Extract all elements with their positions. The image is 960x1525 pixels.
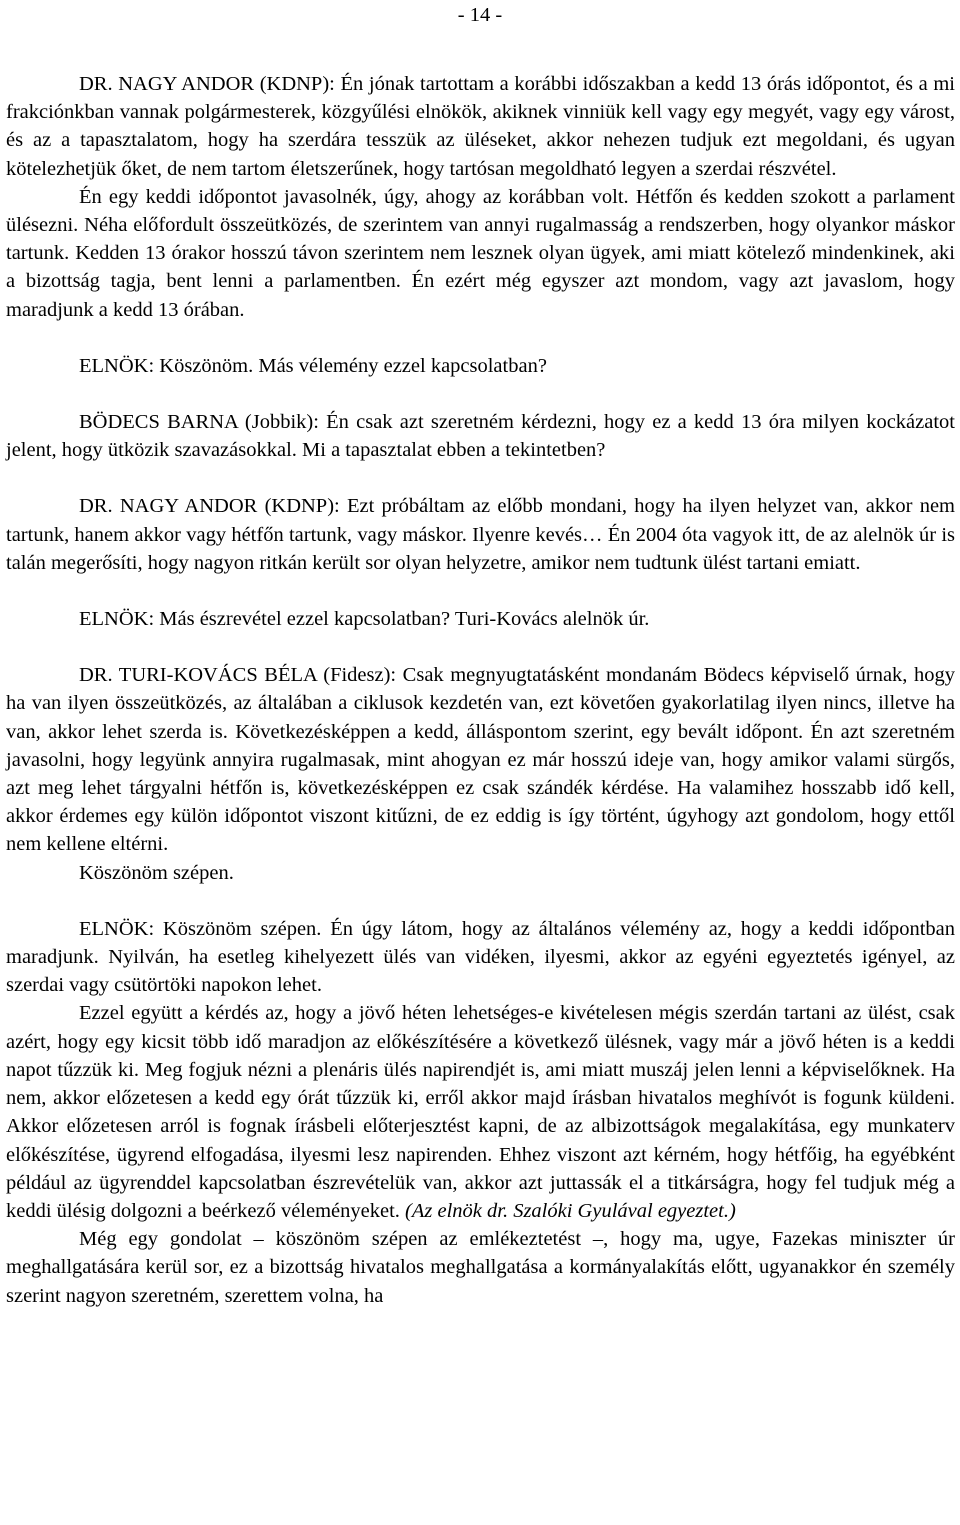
stage-note: (Az elnök dr. Szalóki Gyulával egyeztet.) <box>405 1199 736 1222</box>
paragraph-nagy-andor-3: DR. NAGY ANDOR (KDNP): Ezt próbáltam az előbb mondani, hogy ha ilyen helyzet van, akkor nem tartunk, hanem akkor vagy hétfőn tartunk, vagy máskor. Ilyenre kevés… Én 2004 óta vagyok itt, de az alelnök úr is talán megerősíti, hogy nagyon ritkán került sor olyan helyzetre, amikor nem tudtunk ülést tartani emiatt. <box>6 495 955 574</box>
paragraph-nagy-andor-1: DR. NAGY ANDOR (KDNP): Én jónak tartottam a korábbi időszakban a kedd 13 órás időpontot, és a mi frakciónkban vannak polgármesterek, közgyűlési elnökök, akiknek vinniük kell vagy egy megyét, vagy egy várost, és az a tapasztalatom, hogy ha szerdára tesszük az üléseket, akkor nehezen tudjuk ezt megoldani, és ugyan kötelezhetjük őket, de nem tartom életszerűnek, hogy tartósan megoldható legyen a szerdai részvétel. <box>6 73 955 180</box>
paragraph-elnok-3: ELNÖK: Köszönöm szépen. Én úgy látom, hogy az általános vélemény az, hogy a keddi időpontban maradjunk. Nyilván, ha esetleg kihelyezett ülés van vidéken, ilyesmi, akkor az egyéni egyeztetés igényel, az szerdai vagy csütörtöki napokon lehet. <box>6 917 955 997</box>
paragraph-elnok-4-text: Ezzel együtt a kérdés az, hogy a jövő héten lehetséges-e kivételesen mégis szerdán tartani az ülést, csak azért, hogy egy kicsit több idő maradjon az előkészítésére a következő ülésnek, vagy már a jövő héten is a keddi napot tűzzük ki. Meg fogjuk nézni a plenáris ülés napirendjét is, ami miatt muszáj jelen lenni a képviselőknek. Ha nem, akkor előzetesen a kedd egy órát tűzzük ki, erről akkor majd írásban hivatalos meghívót is fogunk küldeni. Akkor előzetesen arról is fognak írásbeli előterjesztést kapni, de az albizottságok megalakítása, egy munkaterv előkészítése, ügyrend elfogadása, ilyesmi lesz napirenden. Ehhez viszont azt kérném, hogy hétfőig, ha egyébként például az ügyrenddel kapcsolatban észrevételük van, akkor azt juttassák el a titkárságra, hogy fel tudjuk még a keddi ülésig dolgozni a beérkező véleményeket. <box>6 1002 955 1222</box>
paragraph-bodecs-barna: BÖDECS BARNA (Jobbik): Én csak azt szeretném kérdezni, hogy ez a kedd 13 óra milyen kockázatot jelent, hogy ütközik szavazásokkal. Mi a tapasztalat ebben a tekintetben? <box>6 411 955 462</box>
page-number: - 14 - <box>457 4 503 26</box>
paragraph-elnok-5: Még egy gondolat – köszönöm szépen az emlékeztetést –, hogy ma, ugye, Fazekas miniszter úr meghallgatására kerül sor, ez a bizottság hivatalos meghallgatása a kormányalakítás előtt, ugyanakkor én személy szerint nagyon szeretném, szerettem volna, ha <box>6 1228 955 1307</box>
paragraph-elnok-4 <box>6 999 955 1225</box>
paragraph-nagy-andor-2: Én egy keddi időpontot javasolnék, úgy, ahogy az korábban volt. Hétfőn és kedden szokott a parlament ülésezni. Néha előfordult összeütközés, de szerintem van annyi rugalmasság a rendszerben, hogy olyankor máskor tartunk. Kedden 13 órakor hosszú távon szerintem nem lesznek olyan ügyek, ami miatt kötelező mindenkinek, aki a bizottság tagja, bent lenni a parlamentben. Én ezért még egyszer azt mondom, vagy azt javaslom, hogy maradjunk a kedd 13 órában. <box>6 185 955 321</box>
paragraph-turi-kovacs: DR. TURI-KOVÁCS BÉLA (Fidesz): Csak megnyugtatásként mondanám Bödecs képviselő úrnak, hogy ha van ilyen összeütközés, az általában a ciklusok kezdetén van, ezt követően gyakorlatilag ilyen nincs, illetve ha van, akkor lehet szerda is. Következésképpen a kedd, álláspontom szerint, egy bevált időpont. Én azt szeretném javasolni, hogy legyünk annyira rugalmasak, mint ahogyan ez már hosszú ideje van, hogy amikor valami sürgős, azt meg lehet tárgyalni hétfőn is, következésképpen ez csak szándék kérdése. Ha valamihez hosszabb idő kell, akkor érdemes egy külön időpontot viszont kitűzni, de ez eddig is így történt, úgyhogy azt gondolom, hogy ettől nem kellene eltérni. <box>6 664 955 856</box>
paragraph-thanks: Köszönöm szépen. <box>79 861 234 884</box>
paragraph-elnok-2: ELNÖK: Más észrevétel ezzel kapcsolatban? Turi-Kovács alelnök úr. <box>79 608 650 631</box>
paragraph-elnok-1: ELNÖK: Köszönöm. Más vélemény ezzel kapcsolatban? <box>79 354 547 377</box>
document-body <box>6 70 955 1310</box>
